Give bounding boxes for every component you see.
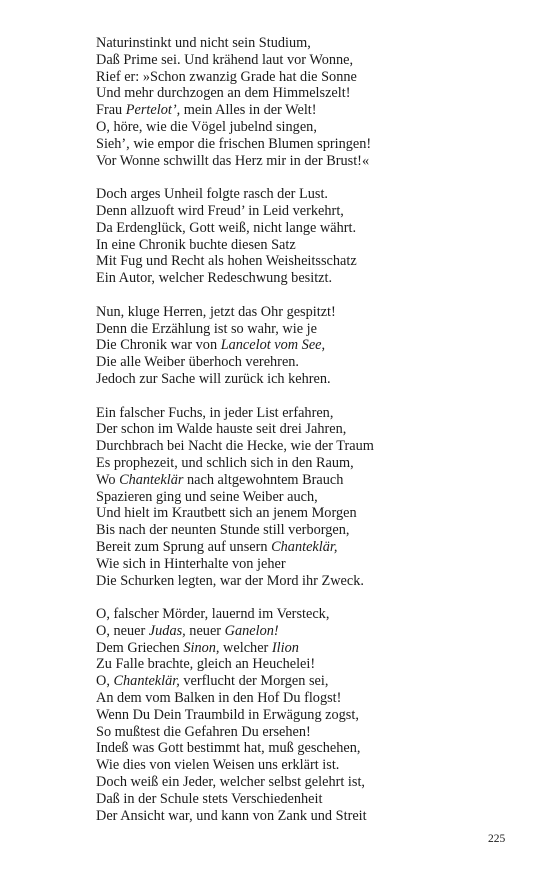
verse-line: [96, 522, 526, 539]
verse-line: [96, 573, 526, 590]
verse-text: Wo: [96, 471, 120, 488]
verse-text: mein Alles in der Welt!: [180, 102, 317, 119]
italic-text: Ganelon!: [224, 622, 279, 639]
stanza: [96, 304, 526, 388]
verse-text: Wenn Du Dein Traumbild in Erwägung zogst,: [96, 706, 359, 723]
verse-line: [96, 119, 526, 136]
verse-line: [96, 253, 526, 270]
verse-text: nach altgewohntem Brauch: [183, 471, 344, 488]
verse-line: [96, 505, 526, 522]
verse-text: Spazieren ging und seine Weiber auch,: [96, 488, 318, 505]
verse-line: [96, 724, 526, 741]
verse-line: [96, 220, 526, 237]
italic-text: Lancelot vom See,: [220, 337, 326, 354]
verse-line: [96, 539, 526, 556]
verse-line: [96, 52, 526, 69]
stanza: [96, 606, 526, 824]
verse-text: O, falscher Mörder, lauernd im Versteck,: [96, 606, 330, 623]
verse-text: O, neuer: [96, 622, 149, 639]
verse-text: Durchbrach bei Nacht die Hecke, wie der Traum: [96, 438, 374, 455]
verse-text: Denn allzuoft wird Freud’ in Leid verkehrt,: [96, 202, 344, 219]
verse-text: O, höre, wie die Vögel jubelnd singen,: [96, 118, 317, 135]
verse-line: [96, 623, 526, 640]
verse-line: [96, 102, 526, 119]
verse-line: [96, 69, 526, 86]
verse-line: [96, 304, 526, 321]
verse-text: Die alle Weiber überhoch verehren.: [96, 354, 300, 371]
verse-text: Da Erdenglück, Gott weiß, nicht lange währt.: [96, 219, 357, 236]
page-number: 225: [488, 833, 506, 845]
verse-line: [96, 337, 526, 354]
verse-line: [96, 774, 526, 791]
stanza: [96, 186, 526, 287]
italic-text: Chanteklär: [119, 471, 184, 488]
verse-text: Der schon im Walde hauste seit drei Jahren,: [96, 421, 347, 438]
verse-line: [96, 270, 526, 287]
italic-text: Chanteklär,: [113, 673, 180, 690]
verse-text: Es prophezeit, und schlich sich in den Raum,: [96, 454, 354, 471]
verse-text: So mußtest die Gefahren Du ersehen!: [96, 723, 311, 740]
verse-text: Bereit zum Sprung auf unsern: [96, 538, 272, 555]
verse-text: Bis nach der neunten Stunde still verborgen,: [96, 522, 350, 539]
verse-line: [96, 673, 526, 690]
verse-line: [96, 489, 526, 506]
poem-text: [96, 35, 526, 841]
verse-line: [96, 136, 526, 153]
verse-line: [96, 321, 526, 338]
italic-text: Pertelot’,: [125, 102, 181, 119]
verse-text: Nun, kluge Herren, jetzt das Ohr gespitzt!: [96, 303, 336, 320]
verse-text: O,: [96, 673, 114, 690]
verse-text: Mit Fug und Recht als hohen Weisheitsschatz: [96, 253, 357, 270]
verse-text: Der Ansicht war, und kann von Zank und Streit: [96, 807, 367, 824]
verse-text: Dem Griechen: [96, 639, 184, 656]
italic-text: Chanteklär,: [271, 538, 338, 555]
verse-text: Ein falscher Fuchs, in jeder List erfahren,: [96, 404, 334, 421]
verse-line: [96, 656, 526, 673]
verse-text: Doch arges Unheil folgte rasch der Lust.: [96, 186, 328, 203]
verse-text: Und mehr durchzogen an dem Himmelszelt!: [96, 85, 351, 102]
verse-text: Doch weiß ein Jeder, welcher selbst gelehrt ist,: [96, 774, 365, 791]
verse-text: Die Chronik war von: [96, 337, 221, 354]
verse-line: [96, 237, 526, 254]
verse-text: Die Schurken legten, war der Mord ihr Zweck.: [96, 572, 364, 589]
verse-text: Daß Prime sei. Und krähend laut vor Wonne,: [96, 51, 354, 68]
verse-line: [96, 438, 526, 455]
stanza: [96, 35, 526, 169]
verse-text: Ein Autor, welcher Redeschwung besitzt.: [96, 270, 333, 287]
verse-line: [96, 791, 526, 808]
verse-line: [96, 556, 526, 573]
verse-text: Jedoch zur Sache will zurück ich kehren.: [96, 370, 331, 387]
verse-text: Wie sich in Hinterhalte von jeher: [96, 555, 286, 572]
verse-text: Sieh’, wie empor die frischen Blumen springen!: [96, 135, 372, 152]
verse-text: Rief er: »Schon zwanzig Grade hat die Sonne: [96, 68, 357, 85]
verse-text: Vor Wonne schwillt das Herz mir in der Brust!«: [96, 152, 370, 169]
verse-text: Denn die Erzählung ist so wahr, wie je: [96, 320, 317, 337]
verse-text: verflucht der Morgen sei,: [179, 673, 329, 690]
verse-line: [96, 421, 526, 438]
verse-line: [96, 472, 526, 489]
verse-text: Frau: [96, 102, 126, 119]
verse-line: [96, 35, 526, 52]
stanza: [96, 405, 526, 590]
verse-text: Wie dies von vielen Weisen uns erklärt ist.: [96, 757, 340, 774]
verse-line: [96, 455, 526, 472]
verse-text: neuer: [185, 622, 225, 639]
verse-text: Naturinstinkt und nicht sein Studium,: [96, 35, 311, 51]
verse-line: [96, 640, 526, 657]
verse-text: Indeß was Gott bestimmt hat, muß geschehen,: [96, 740, 361, 757]
italic-text: Sinon,: [183, 639, 220, 656]
italic-text: Ilion: [271, 639, 299, 656]
verse-line: [96, 757, 526, 774]
verse-line: [96, 153, 526, 170]
verse-line: [96, 186, 526, 203]
verse-line: [96, 606, 526, 623]
verse-line: [96, 808, 526, 825]
verse-text: welcher: [219, 639, 272, 656]
italic-text: Judas,: [148, 622, 186, 639]
verse-line: [96, 405, 526, 422]
verse-line: [96, 707, 526, 724]
verse-text: Zu Falle brachte, gleich an Heuchelei!: [96, 656, 316, 673]
verse-line: [96, 354, 526, 371]
verse-line: [96, 203, 526, 220]
verse-line: [96, 740, 526, 757]
verse-text: In eine Chronik buchte diesen Satz: [96, 236, 296, 253]
verse-text: An dem vom Balken in den Hof Du flogst!: [96, 690, 342, 707]
verse-line: [96, 85, 526, 102]
verse-text: Und hielt im Krautbett sich an jenem Morgen: [96, 505, 357, 522]
verse-line: [96, 690, 526, 707]
verse-line: [96, 371, 526, 388]
verse-text: Daß in der Schule stets Verschiedenheit: [96, 790, 323, 807]
